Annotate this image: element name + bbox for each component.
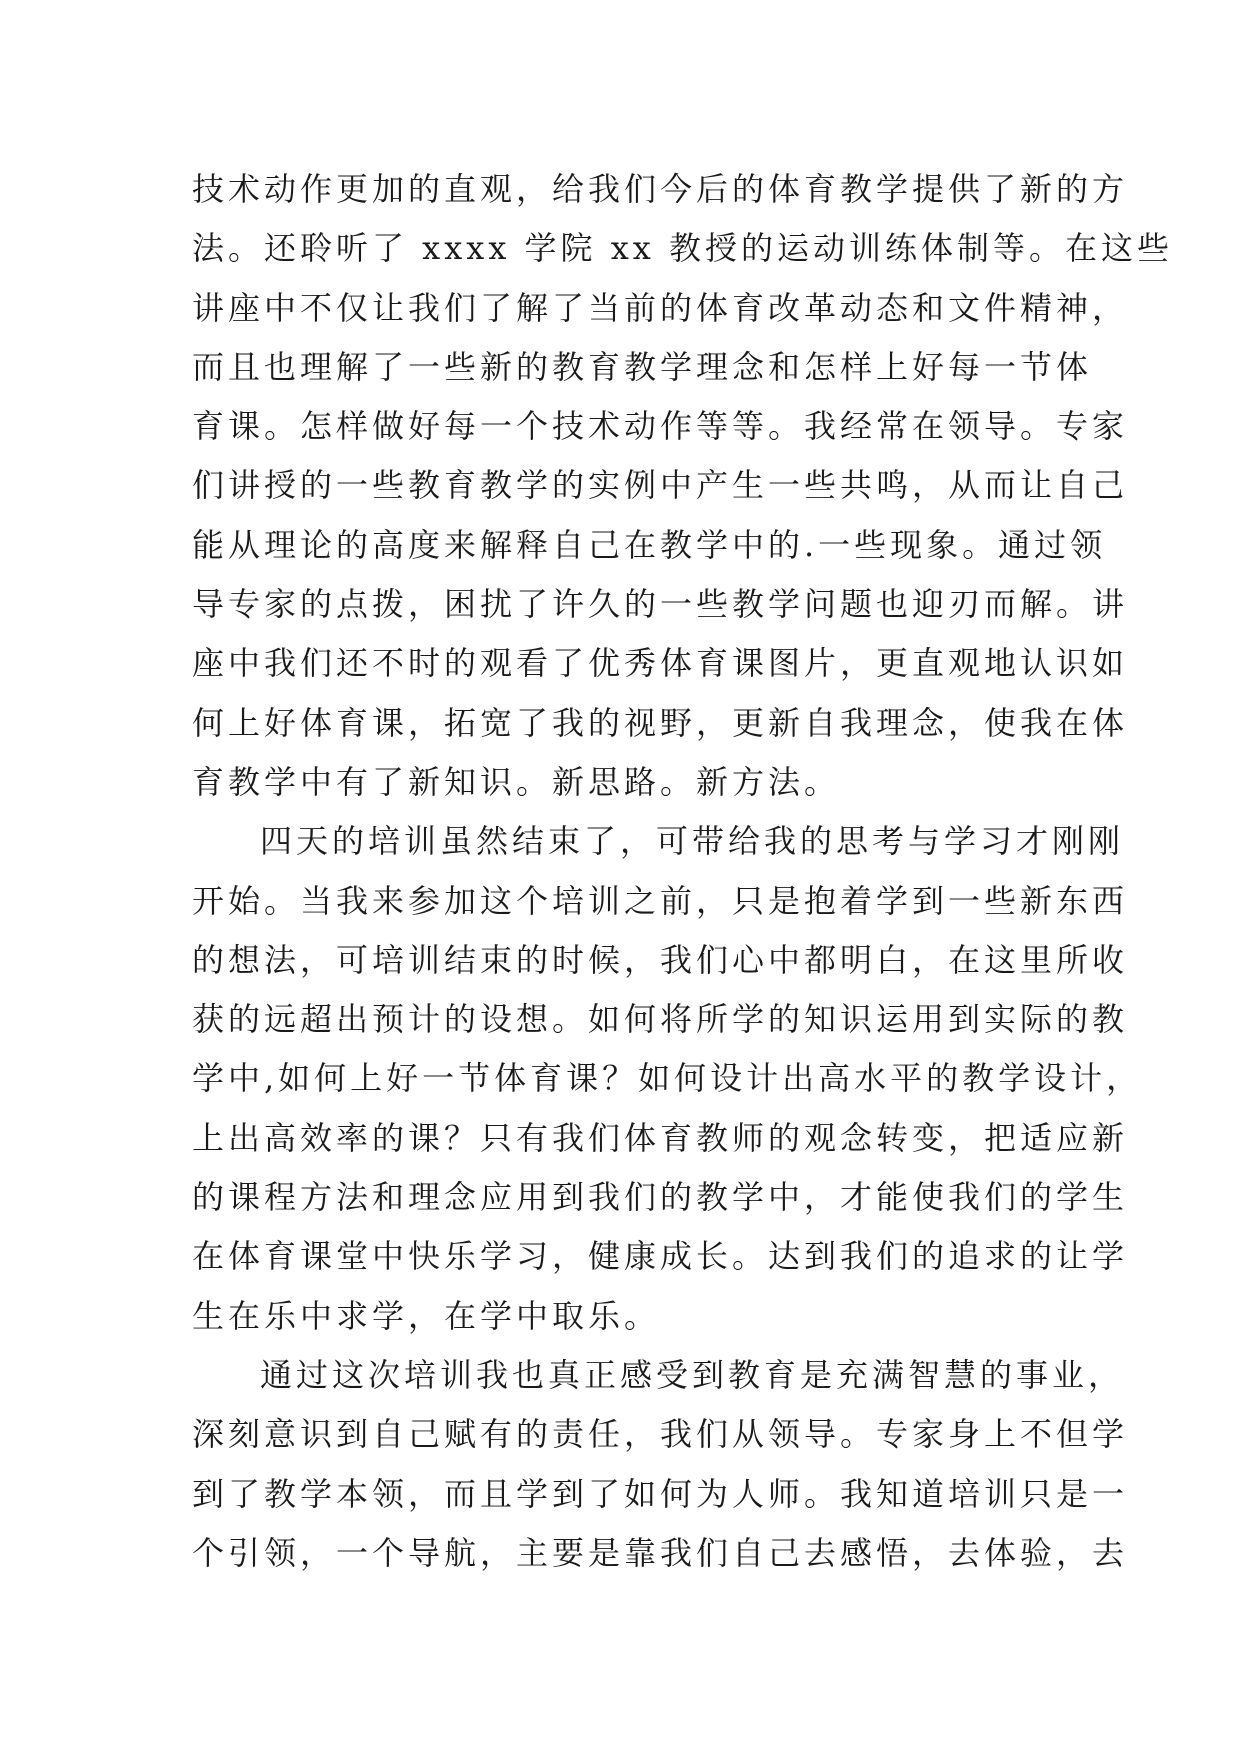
text-line: 深刻意识到自己赋有的责任，我们从领导。专家身上不但学 — [192, 1415, 1129, 1454]
text-line: 生在乐中求学，在学中取乐。 — [192, 1296, 661, 1335]
text-line: 座中我们还不时的观看了优秀体育课图片，更直观地认识如 — [192, 644, 1129, 683]
paragraph-first-line: 四天的培训虽然结束了，可带给我的思考与学习才刚刚 — [260, 822, 1125, 861]
text-line: 在体育课堂中快乐学习，健康成长。达到我们的追求的让学 — [192, 1237, 1129, 1276]
text-line: 的课程方法和理念应用到我们的教学中，才能使我们的学生 — [192, 1178, 1129, 1217]
text-line: 而且也理解了一些新的教育教学理念和怎样上好每一节体 — [192, 347, 1093, 386]
text-line: 育课。怎样做好每一个技术动作等等。我经常在领导。专家 — [192, 407, 1129, 446]
body-text — [192, 160, 1173, 1583]
text-line: 能从理论的高度来解释自己在教学中的.一些现象。通过领 — [192, 525, 1107, 564]
text-line: 获的远超出预计的设想。如何将所学的知识运用到实际的教 — [192, 1000, 1129, 1039]
text-line: 开始。当我来参加这个培训之前，只是抱着学到一些新东西 — [192, 881, 1129, 920]
text-line: 何上好体育课，拓宽了我的视野，更新自我理念，使我在体 — [192, 703, 1129, 742]
text-line: 上出高效率的课？只有我们体育教师的观念转变，把适应新 — [192, 1118, 1129, 1157]
text-line: 个引领，一个导航，主要是靠我们自己去感悟，去体验，去 — [192, 1533, 1129, 1572]
text-line: 的想法，可培训结束的时候，我们心中都明白，在这里所收 — [192, 940, 1129, 979]
text-line: 育教学中有了新知识。新思路。新方法。 — [192, 762, 841, 801]
paragraph-first-line: 通过这次培训我也真正感受到教育是充满智慧的事业， — [260, 1355, 1125, 1394]
text-line: 导专家的点拨，困扰了许久的一些教学问题也迎刃而解。讲 — [192, 585, 1129, 624]
text-line: 们讲授的一些教育教学的实例中产生一些共鸣，从而让自己 — [192, 466, 1129, 505]
text-line: 学中,如何上好一节体育课？如何设计出高水平的教学设计， — [192, 1059, 1143, 1098]
text-line: 法。还聆听了 xxxx 学院 xx 教授的运动训练体制等。在这些 — [192, 229, 1173, 268]
text-line: 到了教学本领，而且学到了如何为人师。我知道培训只是一 — [192, 1474, 1129, 1513]
text-line: 技术动作更加的直观，给我们今后的体育教学提供了新的方 — [192, 170, 1129, 208]
text-line: 讲座中不仅让我们了解了当前的体育改革动态和文件精神， — [192, 288, 1129, 327]
